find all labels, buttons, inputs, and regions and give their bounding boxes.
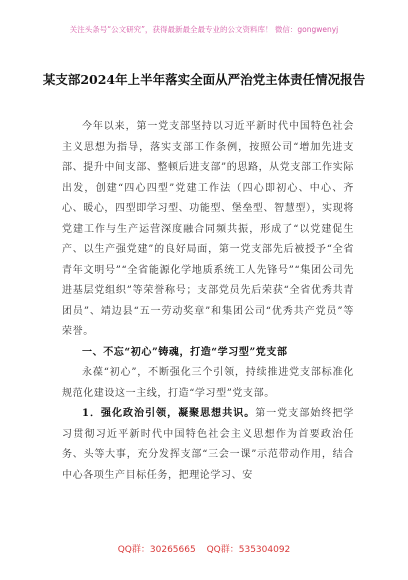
- section1-paragraph: 永葆“初心”，不断强化三个引领，持续推进党支部标准化规范化建设这一主线，打造“学习型”党支部。: [62, 367, 354, 399]
- document-title: 某支部2024年上半年落实全面从严治党主体责任情况报告: [42, 72, 366, 87]
- qq-group-1: QQ群：30265665: [117, 545, 196, 555]
- qq-group-2: QQ群：535304092: [206, 545, 291, 555]
- intro-paragraph: 今年以来，第一党支部坚持以习近平新时代中国特色社会主义思想为指导，落实支部工作条例，按照公司“增加先进支部、提升中间支部、整顿后进支部”的思路，从党支部工作实际出发，创建“四心四型”党建工作法（四心即初心、中心、齐心、暖心，四型即学习型、功能型、堡垒型、智慧型），实现将党建工作与生产运营深度融合同频共振，形成了“以党建促生产、以生产强党建”的良好局面，第一党支部先后被授予“全省青年文明号”“全省能源化学地质系统工人先锋号”“集团公司先进基层党组织”等荣誉称号；支部党员先后荣获“全省优秀共青团员”、靖边县“五一劳动奖章”和集团公司“优秀共产党员”等荣誉。: [62, 121, 354, 337]
- footer-contacts: [0, 542, 408, 555]
- subsection1-lead: 1．强化政治引领，凝聚思想共识。: [82, 408, 256, 419]
- promo-banner: 关注头条号“公文研究”，获得最新最全最专业的公文资料库！ 微信：gongwenyj: [69, 25, 339, 34]
- subsection1-paragraph: [62, 404, 354, 486]
- section-heading-1: 一、不忘“初心”铸魂，打造“学习型”党支部: [82, 346, 288, 358]
- subsection1-text: 第一党支部始终把学习贯彻习近平新时代中国特色社会主义思想作为首要政治任务、头等大事，充分发挥支部“三会一课”示范带动作用，结合中心各项生产目标任务，把理论学习、安: [62, 408, 354, 481]
- document-body: [62, 117, 354, 486]
